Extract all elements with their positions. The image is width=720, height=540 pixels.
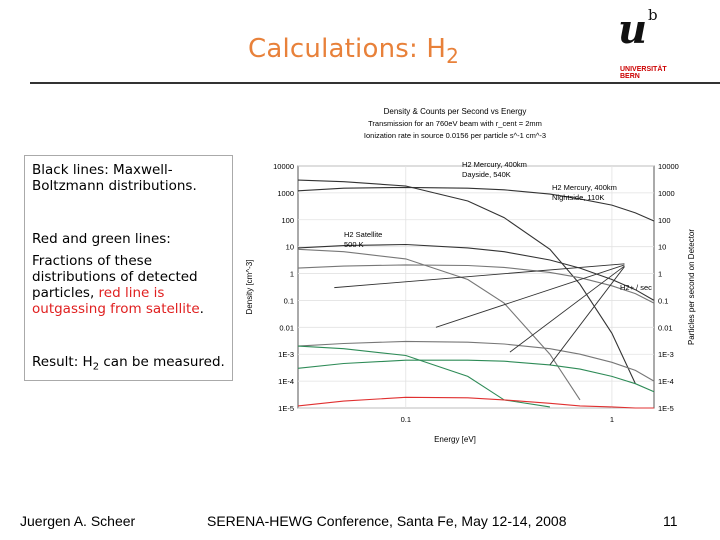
- notes-black-lines: Black lines: Maxwell-Boltzmann distributions.: [32, 162, 197, 194]
- footer-page-number: 11: [663, 513, 678, 529]
- notes-result-end: can be measured.: [99, 354, 225, 370]
- arrow-line: [334, 264, 624, 288]
- chart-subtitle-1: Transmission for an 760eV beam with r_cent = 2mm: [368, 119, 542, 128]
- y-axis-label-left: Density [cm^-3]: [245, 259, 254, 315]
- annotation-text: H2+ / sec: [620, 283, 652, 292]
- y-tick-label-right: 1E-4: [658, 377, 674, 387]
- plot-frame: [298, 166, 654, 408]
- y-tick-label-left: 10000: [273, 162, 294, 171]
- logo-superscript: b: [648, 6, 658, 24]
- y-tick-label-left: 1: [289, 269, 294, 279]
- x-ticks: [401, 166, 614, 424]
- x-tick-label: 1: [609, 415, 615, 424]
- logo-letter: u: [618, 6, 648, 53]
- y-tick-label-right: 1E-5: [658, 404, 674, 413]
- x-tick-label: 0.1: [400, 415, 412, 424]
- arrow-line: [436, 265, 625, 327]
- y-tick-label-right: 10000: [658, 162, 679, 171]
- y-tick-label-right: 10: [658, 242, 667, 252]
- annotation-text: H2 Mercury, 400km: [462, 160, 527, 169]
- logo-line2: BERN: [620, 73, 640, 80]
- y-tick-label-left: 1000: [277, 188, 294, 198]
- series-lines: [298, 180, 654, 408]
- series-line-9: [298, 397, 654, 408]
- annotations: [344, 160, 652, 292]
- y-tick-label-left: 1E-4: [278, 377, 294, 387]
- y-tick-label-right: 1: [658, 269, 663, 279]
- chart-subtitle-2: Ionization rate in source 0.0156 per particle s^-1 cm^-3: [363, 131, 547, 140]
- notes-result: [32, 354, 225, 376]
- series-line-5: [298, 249, 580, 400]
- arrows: [334, 264, 624, 365]
- notes-fractions-end: .: [199, 301, 204, 317]
- y-tick-label-left: 0.01: [279, 323, 294, 333]
- y-tick-label-left: 10: [285, 242, 294, 252]
- footer-conference: SERENA-HEWG Conference, Santa Fe, May 12-14, 2008: [207, 513, 567, 529]
- x-axis-label: Energy [eV]: [434, 435, 476, 444]
- slide-title-text: Calculations: H: [248, 34, 447, 64]
- annotation-text-line2: 500 K: [344, 240, 364, 249]
- series-line-6: [298, 341, 654, 381]
- notes-textbox: [24, 155, 233, 381]
- notes-fractions-text: Fractions of these distributions of detected particles,: [32, 253, 198, 301]
- y-tick-label-left: 100: [281, 215, 294, 225]
- y-tick-label-left: 1E-5: [278, 404, 294, 413]
- notes-fractions: [32, 253, 217, 317]
- y-tick-label-right: 1000: [658, 188, 675, 198]
- footer-author: Juergen A. Scheer: [20, 513, 136, 529]
- arrow-line: [550, 267, 625, 365]
- y-axis-label-right: Particles per second on Detector: [687, 228, 696, 346]
- annotation-text-line2: Dayside, 540K: [462, 170, 511, 179]
- y-tick-label-left: 0.1: [283, 296, 294, 306]
- chart: [240, 100, 716, 510]
- slide-title-subscript: 2: [446, 44, 460, 68]
- notes-result-text: Result: H: [32, 354, 93, 370]
- notes-red-line-text: red line is outgassing from satellite: [32, 285, 200, 317]
- slide-title: [248, 34, 460, 68]
- y-tick-label-right: 0.1: [658, 296, 669, 306]
- y-tick-label-right: 1E-3: [658, 350, 674, 360]
- logo-line1: UNIVERSITÄT: [620, 66, 667, 73]
- y-tick-label-right: 100: [658, 215, 671, 225]
- series-line-2: [298, 180, 635, 384]
- notes-result-subscript: 2: [92, 361, 100, 373]
- university-logo: [618, 6, 708, 84]
- annotation-text: H2 Mercury, 400km: [552, 183, 617, 192]
- series-line-7: [298, 360, 654, 392]
- y-tick-label-right: 0.01: [658, 323, 673, 333]
- y-tick-label-left: 1E-3: [278, 350, 294, 360]
- title-underline: [30, 82, 720, 84]
- annotation-text-line2: Nightside, 110K: [552, 193, 605, 202]
- chart-svg: [240, 100, 716, 510]
- chart-title: Density & Counts per Second vs Energy: [383, 107, 527, 116]
- annotation-text: H2 Satellite: [344, 230, 383, 239]
- logo-text: [620, 66, 667, 80]
- arrow-line: [510, 266, 625, 352]
- notes-red-green: Red and green lines:: [32, 231, 171, 247]
